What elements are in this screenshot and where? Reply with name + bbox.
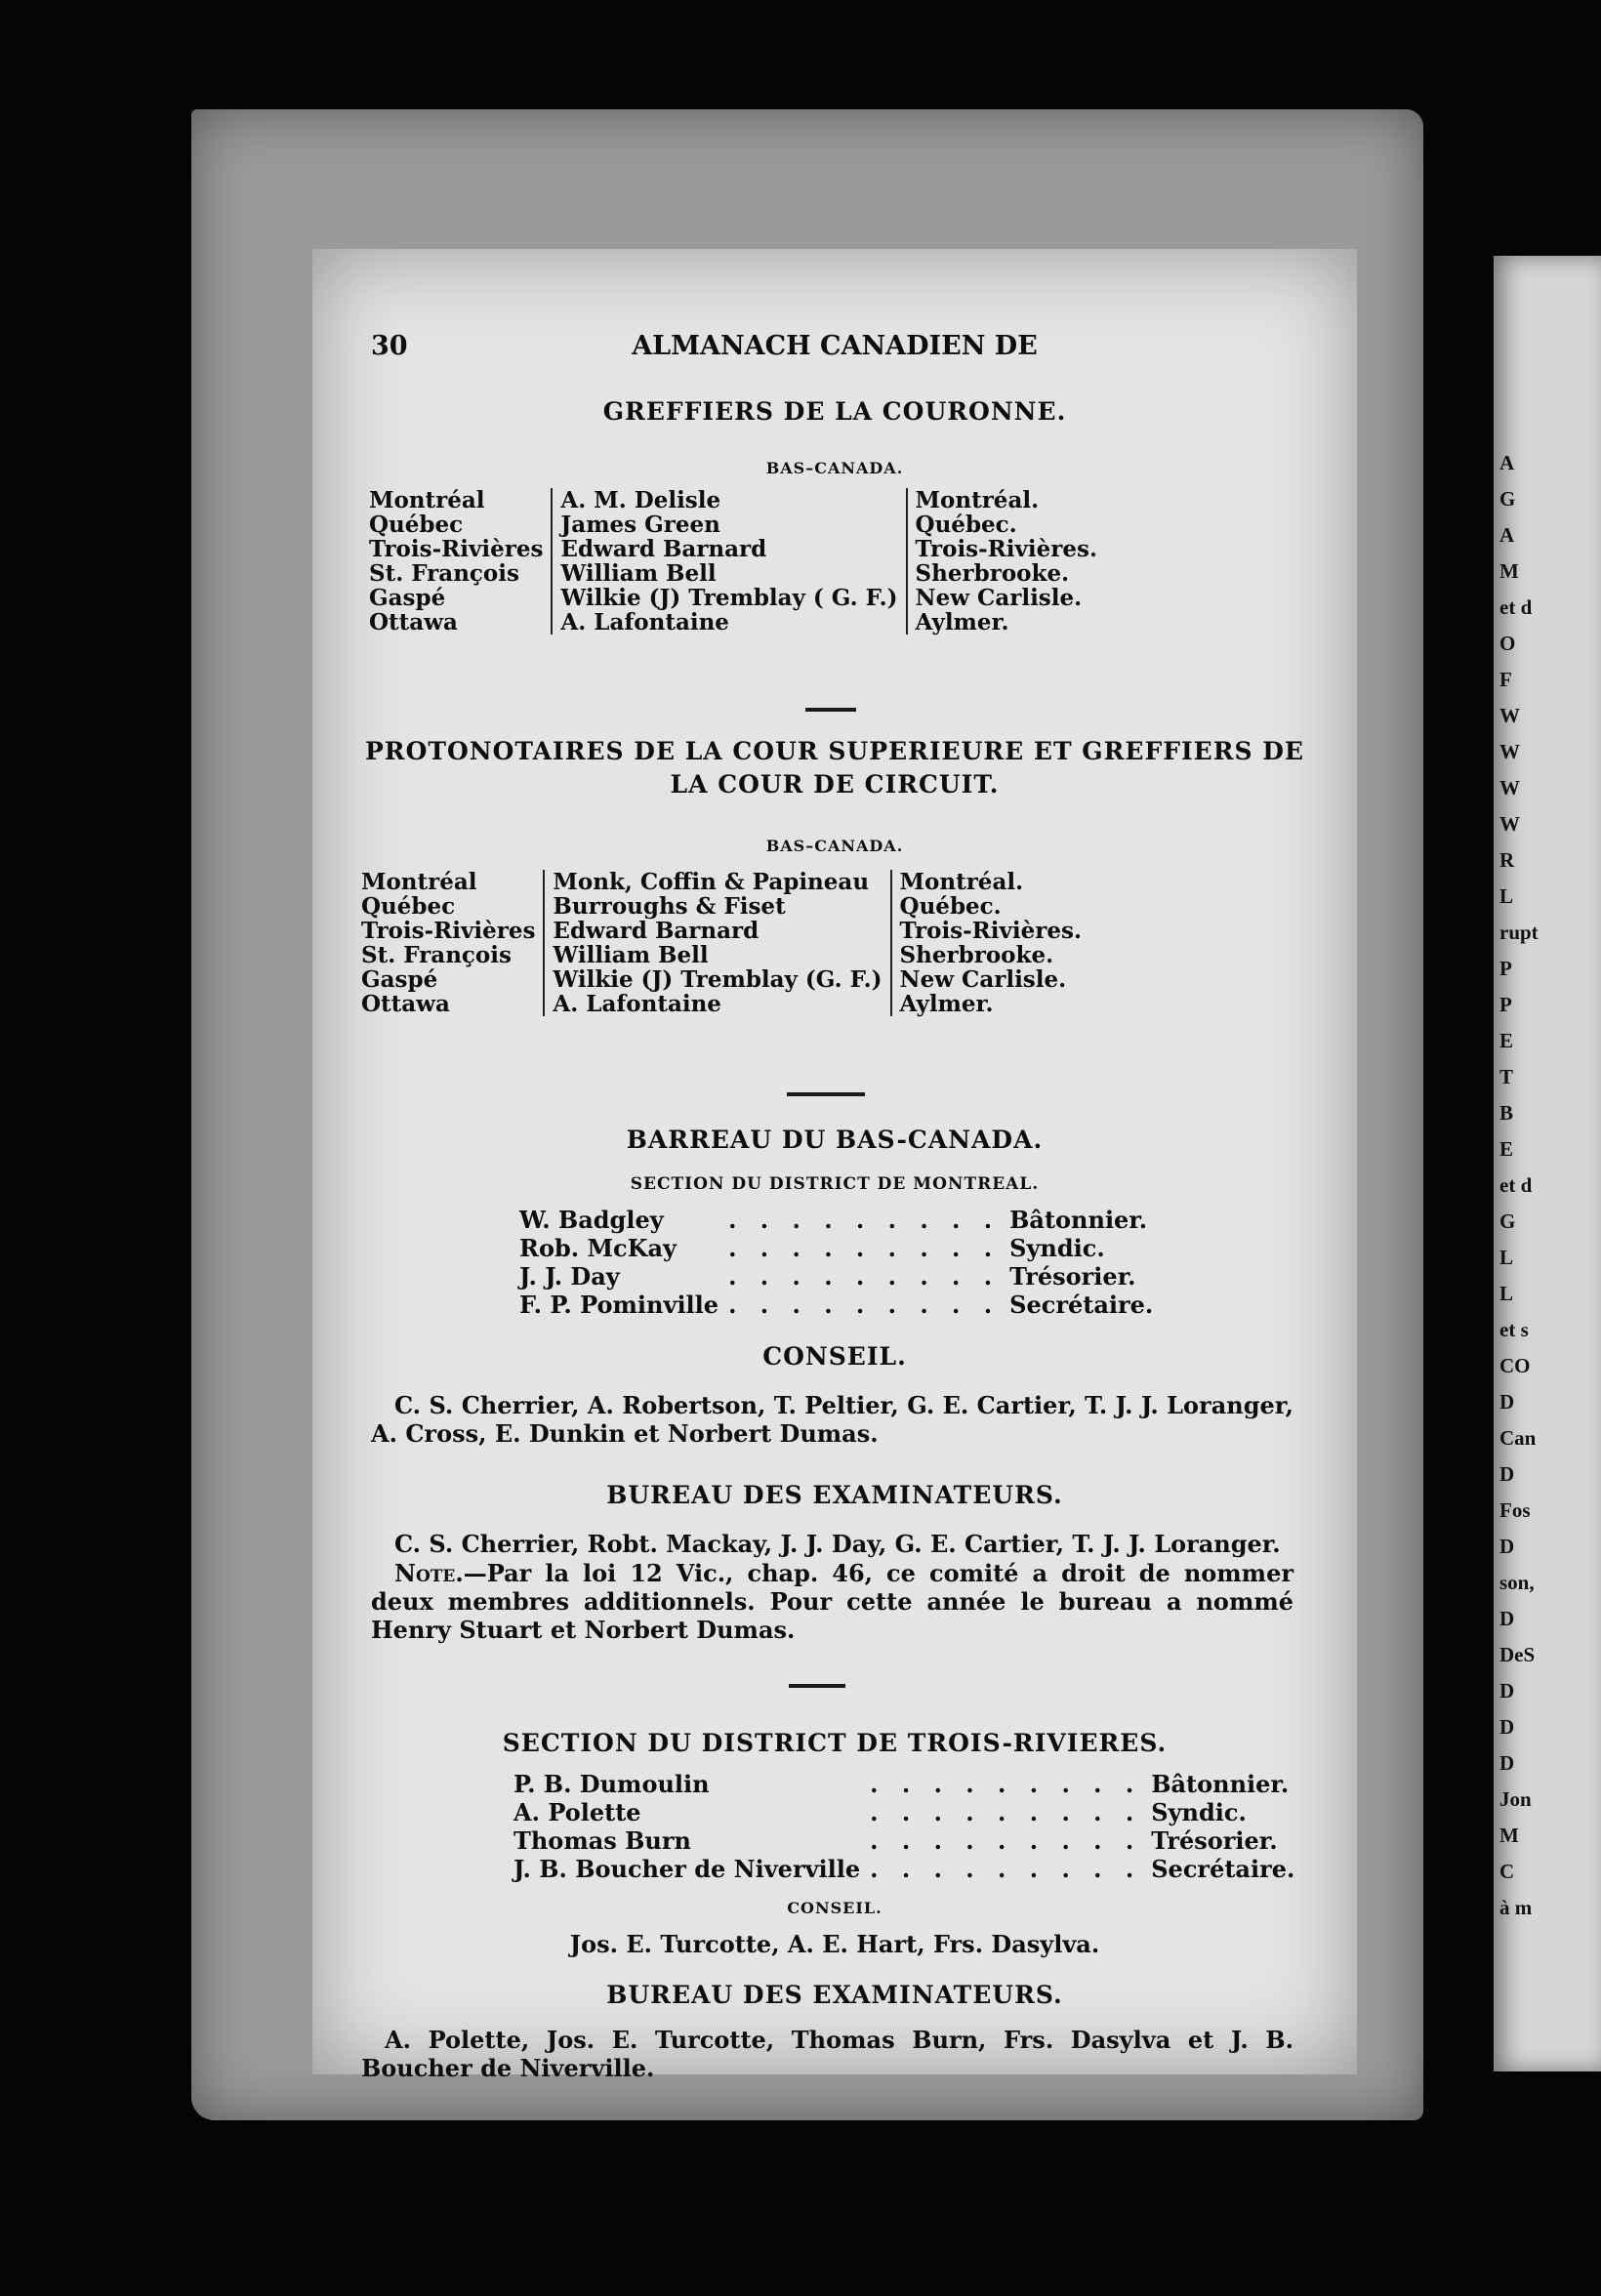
seat-cell: Aylmer. [899, 991, 994, 1017]
facing-page-fragment: A [1499, 523, 1515, 547]
montreal-bureau-title: BUREAU DES EXAMINATEURS. [606, 1481, 1063, 1509]
montreal-conseil-title: CONSEIL. [762, 1342, 907, 1371]
officer-cell: Burroughs & Fiset [544, 894, 890, 919]
officer-cell: A. Lafontaine [544, 992, 890, 1016]
trois-rivieres-section-title: SECTION DU DISTRICT DE TROIS-RIVIERES. [502, 1729, 1168, 1757]
facing-page-fragment: W [1499, 812, 1520, 836]
facing-page-fragment: Fos [1499, 1498, 1531, 1522]
page-number: 30 [371, 331, 408, 361]
facing-page-fragment: et s [1499, 1318, 1529, 1341]
montreal-officers [519, 1206, 1153, 1319]
facing-page-fragment: G [1499, 487, 1516, 511]
officer-name: P. B. Dumoulin [513, 1770, 710, 1798]
facing-page-fragment: P [1499, 993, 1512, 1016]
district-cell: Gaspé [369, 586, 552, 610]
officer-cell: A. Lafontaine [552, 610, 906, 635]
facing-page-edge [1494, 256, 1601, 2071]
facing-page-fragment: D [1499, 1679, 1515, 1702]
trois-rivieres-conseil-text: Jos. E. Turcotte, A. E. Hart, Frs. Dasylva. [569, 1930, 1100, 1958]
district-cell: Gaspé [361, 967, 544, 992]
officer-name: W. Badgley [519, 1206, 664, 1234]
officer-row [519, 1291, 1153, 1319]
facing-page-fragment: D [1499, 1715, 1515, 1739]
note-label: Note. [394, 1559, 464, 1587]
seat-cell: Québec. [899, 893, 1002, 920]
facing-page-fragment: D [1499, 1535, 1515, 1558]
officer-role: Syndic. [1151, 1798, 1247, 1826]
table-row [361, 870, 1089, 894]
facing-page-fragment: DeS [1499, 1643, 1536, 1666]
district-cell: Montréal [361, 870, 544, 894]
trois-rivieres-conseil-title: CONSEIL. [787, 1899, 883, 1917]
district-cell: Québec [361, 894, 544, 919]
table-row [369, 561, 1105, 586]
district-cell: Ottawa [369, 610, 552, 635]
dot-leader: . . . . . . . . . [870, 1826, 1142, 1855]
officer-name: Thomas Burn [513, 1826, 691, 1855]
facing-page-fragment: O [1499, 632, 1516, 655]
seat-cell: New Carlisle. [899, 966, 1067, 993]
dot-leader: . . . . . . . . . [728, 1291, 1001, 1319]
seat-cell: Sherbrooke. [915, 560, 1070, 587]
officer-role: Syndic. [1009, 1234, 1105, 1262]
table-row [361, 894, 1089, 919]
officer-name: A. Polette [513, 1798, 641, 1826]
facing-page-fragment: A [1499, 451, 1515, 474]
dot-leader: . . . . . . . . . [728, 1262, 1001, 1291]
officer-name: Rob. McKay [519, 1234, 677, 1262]
montreal-section-title: SECTION DU DISTRICT DE MONTREAL. [630, 1174, 1040, 1194]
greffiers-title: GREFFIERS DE LA COURONNE. [602, 397, 1067, 426]
district-cell: Montréal [369, 488, 552, 512]
officer-cell: Wilkie (J) Tremblay ( G. F.) [552, 586, 906, 610]
facing-page-fragment: D [1499, 1751, 1515, 1775]
facing-page-fragment: son, [1499, 1571, 1535, 1594]
protonotaires-table [361, 870, 1089, 1016]
seat-cell: Sherbrooke. [899, 942, 1054, 968]
table-row [361, 992, 1089, 1016]
trois-rivieres-bureau-text: A. Polette, Jos. E. Turcotte, Thomas Burn, Frs. Dasylva et J. B. Boucher de Niverville. [361, 2026, 1293, 2082]
district-cell: Ottawa [361, 992, 544, 1016]
officer-cell: William Bell [552, 561, 906, 586]
officer-name: J. J. Day [519, 1262, 620, 1291]
facing-page-fragment: L [1499, 1282, 1514, 1305]
greffiers-table [369, 488, 1105, 635]
dot-leader: . . . . . . . . . [728, 1234, 1001, 1262]
seat-cell: Québec. [915, 512, 1017, 538]
facing-page-fragment: R [1499, 848, 1515, 872]
facing-page-fragment: T [1499, 1065, 1514, 1088]
facing-page-fragment: W [1499, 740, 1520, 763]
officer-cell: Wilkie (J) Tremblay (G. F.) [544, 967, 890, 992]
officer-row [519, 1234, 1153, 1262]
officer-row [513, 1798, 1294, 1826]
officer-cell: A. M. Delisle [552, 488, 906, 512]
facing-page-fragment: à m [1499, 1896, 1533, 1919]
trois-rivieres-officers [513, 1770, 1294, 1883]
facing-page-fragment: L [1499, 1246, 1514, 1269]
table-row [369, 537, 1105, 561]
table-row [361, 943, 1089, 967]
facing-page-fragment: F [1499, 668, 1512, 691]
district-cell: Québec [369, 512, 552, 537]
barreau-title: BARREAU DU BAS-CANADA. [626, 1126, 1044, 1154]
montreal-bureau-text: C. S. Cherrier, Robt. Mackay, J. J. Day, G. E. Cartier, T. J. J. Loranger. [394, 1530, 1281, 1558]
dot-leader: . . . . . . . . . [870, 1798, 1142, 1826]
facing-page-fragment: P [1499, 957, 1512, 980]
section-rule [789, 1684, 845, 1688]
facing-page-fragment: D [1499, 1390, 1515, 1414]
officer-cell: James Green [552, 512, 906, 537]
seat-cell: Montréal. [899, 869, 1024, 895]
facing-page-fragment: rupt [1499, 921, 1539, 944]
montreal-conseil-text: C. S. Cherrier, A. Robertson, T. Peltier, G. E. Cartier, T. J. J. Loranger, A. Cross, E. Dunkin et Norbert Dumas. [371, 1391, 1293, 1448]
dot-leader: . . . . . . . . . [870, 1770, 1142, 1798]
greffiers-subtitle: BAS–CANADA. [765, 459, 904, 477]
officer-name: F. P. Pominville [519, 1291, 719, 1319]
facing-page-fragment: G [1499, 1210, 1516, 1233]
protonotaires-subtitle: BAS–CANADA. [765, 837, 904, 855]
facing-page-fragment: L [1499, 884, 1514, 908]
table-row [361, 919, 1089, 943]
officer-row [513, 1826, 1294, 1855]
table-row [369, 488, 1105, 512]
facing-page-fragment: W [1499, 776, 1520, 800]
seat-cell: Montréal. [915, 487, 1040, 513]
district-cell: St. François [361, 943, 544, 967]
table-row [369, 610, 1105, 635]
facing-page-fragment: B [1499, 1101, 1514, 1125]
dot-leader: . . . . . . . . . [728, 1206, 1001, 1234]
facing-page-fragment: E [1499, 1029, 1514, 1052]
facing-page-fragment: et d [1499, 1173, 1533, 1197]
district-cell: Trois-Rivières [369, 537, 552, 561]
facing-page-fragment: E [1499, 1137, 1514, 1161]
officer-name: J. B. Boucher de Niverville [513, 1855, 861, 1883]
protonotaires-title-line1: PROTONOTAIRES DE LA COUR SUPERIEURE ET GREFFIERS DE [365, 737, 1304, 765]
officer-role: Bâtonnier. [1151, 1770, 1290, 1798]
officer-row [519, 1206, 1153, 1234]
officer-cell: Monk, Coffin & Papineau [544, 870, 890, 894]
table-row [369, 512, 1105, 537]
trois-rivieres-bureau-title: BUREAU DES EXAMINATEURS. [606, 1981, 1063, 2009]
dot-leader: . . . . . . . . . [870, 1855, 1142, 1883]
officer-row [519, 1262, 1153, 1291]
protonotaires-title-line2: LA COUR DE CIRCUIT. [670, 770, 1000, 799]
facing-page-fragment: et d [1499, 595, 1533, 619]
officer-cell: William Bell [544, 943, 890, 967]
section-rule [787, 1092, 865, 1096]
district-cell: St. François [369, 561, 552, 586]
facing-page-fragment: D [1499, 1607, 1515, 1630]
facing-page-fragment: Can [1499, 1426, 1537, 1450]
montreal-note [371, 1559, 1293, 1644]
officer-role: Trésorier. [1009, 1262, 1136, 1291]
facing-page-fragment: D [1499, 1462, 1515, 1486]
seat-cell: Trois-Rivières. [915, 536, 1097, 562]
facing-page-fragment: Jon [1499, 1787, 1532, 1811]
running-head: ALMANACH CANADIEN DE [632, 331, 1038, 361]
seat-cell: New Carlisle. [915, 585, 1083, 611]
facing-page-fragment: M [1499, 559, 1519, 583]
table-row [369, 586, 1105, 610]
section-rule [805, 708, 856, 712]
officer-row [513, 1770, 1294, 1798]
district-cell: Trois-Rivières [361, 919, 544, 943]
officer-cell: Edward Barnard [544, 919, 890, 943]
seat-cell: Trois-Rivières. [899, 918, 1082, 944]
officer-role: Secrétaire. [1151, 1855, 1295, 1883]
almanac-page [312, 249, 1357, 2082]
facing-page-fragment: W [1499, 704, 1520, 727]
officer-role: Trésorier. [1151, 1826, 1278, 1855]
officer-row [513, 1855, 1294, 1883]
facing-page-fragment: M [1499, 1824, 1519, 1847]
seat-cell: Aylmer. [915, 609, 1009, 636]
facing-page-fragment: C [1499, 1860, 1515, 1883]
note-text: —Par la loi 12 Vic., chap. 46, ce comité a droit de nommer deux membres additionnels. Pour cette année le bureau a nommé Henry Stuart et Norbert Dumas. [371, 1559, 1293, 1644]
table-row [361, 967, 1089, 992]
facing-page-fragment: CO [1499, 1354, 1531, 1377]
officer-role: Bâtonnier. [1009, 1206, 1148, 1234]
officer-cell: Edward Barnard [552, 537, 906, 561]
officer-role: Secrétaire. [1009, 1291, 1154, 1319]
